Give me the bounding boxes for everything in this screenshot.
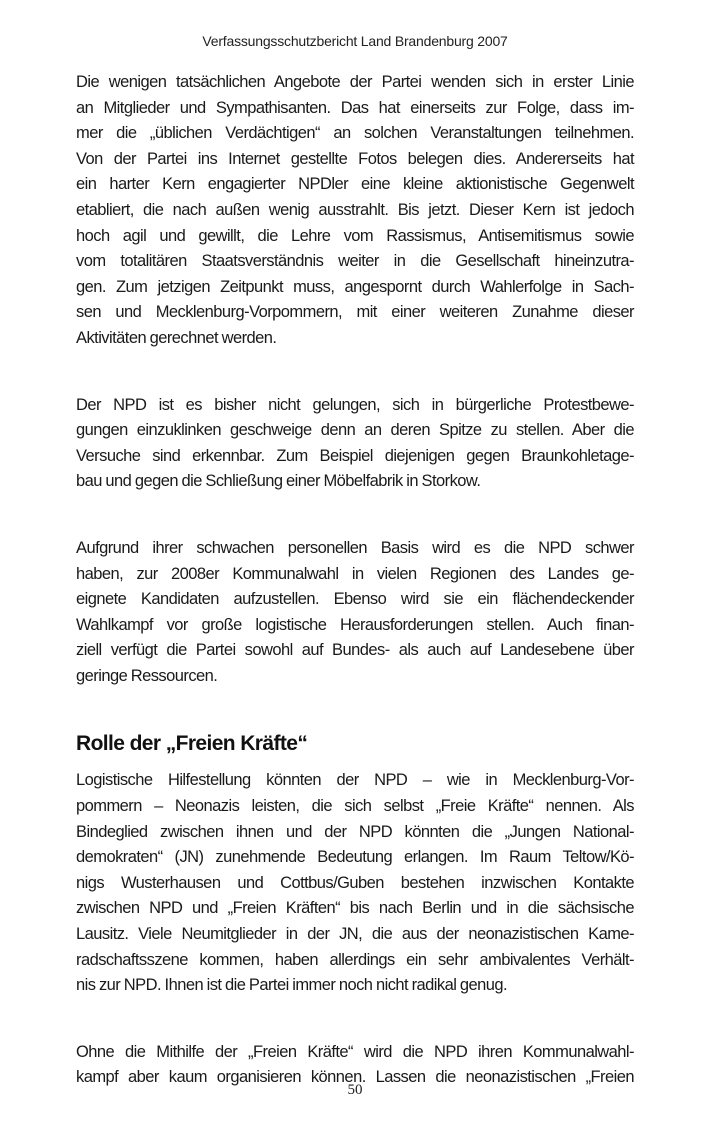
paragraph-3 [76, 536, 634, 690]
text-line: vom totalitären Staatsverständnis weiter in die Gesellschaft hineinzutra- [76, 252, 634, 271]
text-line: mer die „üblichen Verdächtigen“ an solchen Veranstaltungen teilnehmen. [76, 124, 634, 143]
text-line: Die wenigen tatsächlichen Angebote der Partei wenden sich in erster Linie [76, 73, 634, 91]
running-header: Verfassungsschutzbericht Land Brandenburg 2007 [202, 33, 508, 49]
text-line: Aufgrund ihrer schwachen personellen Basis wird es die NPD schwer [76, 538, 634, 557]
paragraph-spacer [76, 352, 634, 393]
text-line: Aktivitäten gerechnet werden. [76, 328, 277, 347]
body-text [76, 70, 634, 1091]
paragraph-2 [76, 393, 634, 495]
page-number: 50 [347, 1082, 363, 1098]
text-line: demokraten“ (JN) zunehmende Bedeutung erlangen. Im Raum Teltow/Kö- [76, 848, 634, 867]
text-line: sen und Mecklenburg-Vorpommern, mit einer weiteren Zunahme dieser [76, 303, 634, 322]
text-line: Bindeglied zwischen ihnen und der NPD könnten die „Jungen National- [76, 822, 634, 841]
section-spacer [76, 689, 634, 730]
paragraph-1 [76, 70, 634, 352]
section-heading: Rolle der „Freien Kräfte“ [76, 732, 308, 756]
text-line: Der NPD ist es bisher nicht gelungen, sich in bürgerliche Protestbewe- [76, 395, 634, 414]
text-line: nigs Wusterhausen und Cottbus/Guben bestehen inzwischen Kontakte [76, 873, 634, 892]
text-line: Von der Partei ins Internet gestellte Fotos belegen dies. Andererseits hat [76, 149, 634, 168]
text-line: etabliert, die nach außen wenig ausstrahlt. Bis jetzt. Dieser Kern ist jedoch [76, 200, 634, 219]
paragraph-spacer [76, 495, 634, 536]
text-line: bau und gegen die Schließung einer Möbelfabrik in Storkow. [76, 472, 481, 491]
paragraph-spacer [76, 999, 634, 1040]
heading-spacer [76, 758, 634, 768]
text-line: radschaftsszene kommen, haben allerdings ein sehr ambivalentes Verhält- [76, 950, 634, 969]
text-line: kampf aber kaum organisieren können. Lassen die neonazistischen „Freien [76, 1068, 634, 1087]
text-line: nis zur NPD. Ihnen ist die Partei immer noch nicht radikal genug. [76, 976, 508, 995]
text-line: geringe Ressourcen. [76, 666, 218, 685]
text-line: haben, zur 2008er Kommunalwahl in vielen Regionen des Landes ge- [76, 564, 634, 583]
text-line: Versuche sind erkennbar. Zum Beispiel diejenigen gegen Braunkohletage- [76, 446, 634, 465]
text-line: pommern – Neonazis leisten, die sich selbst „Freie Kräfte“ nennen. Als [76, 797, 634, 816]
text-line: hoch agil und gewillt, die Lehre vom Rassismus, Antisemitismus sowie [76, 226, 634, 245]
text-line: zwischen NPD und „Freien Kräften“ bis nach Berlin und in die sächsische [76, 899, 634, 918]
text-line: Ohne die Mithilfe der „Freien Kräfte“ wird die NPD ihren Kommunalwahl- [76, 1042, 634, 1061]
text-line: gungen einzuklinken geschweige denn an deren Spitze zu stellen. Aber die [76, 421, 634, 440]
text-line: Wahlkampf vor große logistische Herausforderungen stellen. Auch finan- [76, 615, 634, 634]
text-line: Logistische Hilfestellung könnten der NPD – wie in Mecklenburg-Vor- [76, 771, 634, 790]
text-line: eignete Kandidaten aufzustellen. Ebenso wird sie ein flächendeckender [76, 590, 634, 609]
text-line: gen. Zum jetzigen Zeitpunkt muss, angespornt durch Wahlerfolge in Sach- [76, 277, 634, 296]
text-line: ziell verfügt die Partei sowohl auf Bundes- als auch auf Landesebene über [76, 641, 634, 660]
text-line: an Mitglieder und Sympathisanten. Das hat einerseits zur Folge, dass im- [76, 98, 634, 117]
text-line: Lausitz. Viele Neumitglieder in der JN, die aus der neonazistischen Kame- [76, 925, 634, 944]
text-line: ein harter Kern engagierter NPDler eine kleine aktionistische Gegenwelt [76, 175, 634, 194]
paragraph-4 [76, 768, 634, 998]
